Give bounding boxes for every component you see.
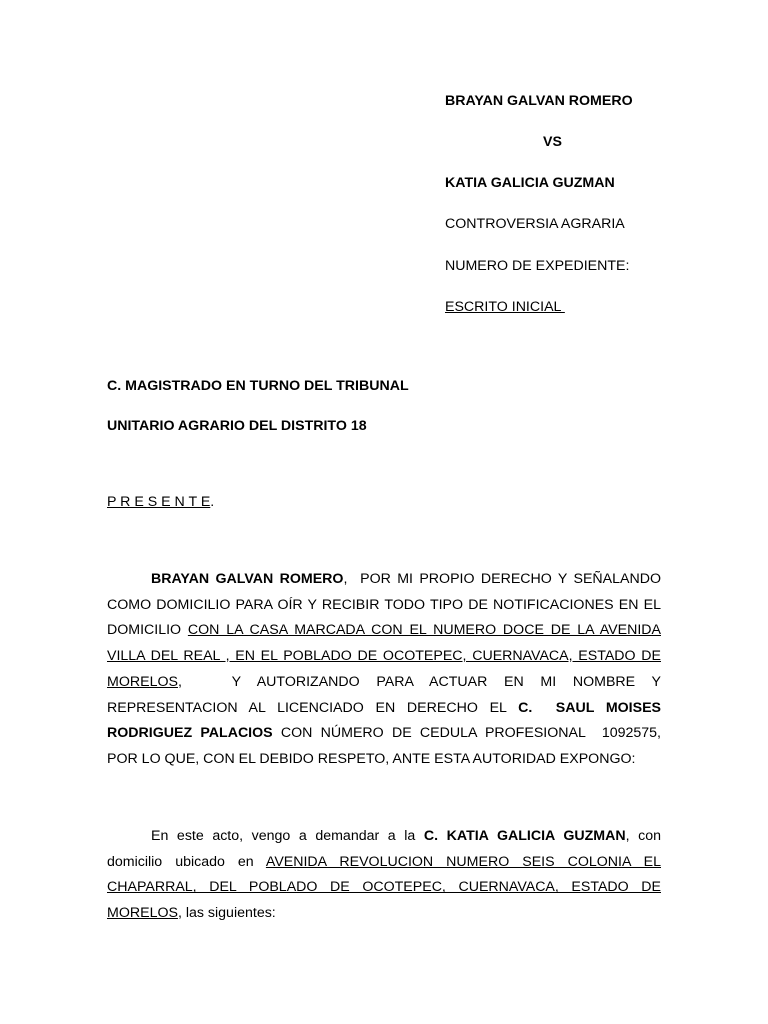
defendant-reference: C. KATIA GALICIA GUZMAN: [423, 828, 626, 844]
plaintiff-name: BRAYAN GALVAN ROMERO: [445, 93, 633, 109]
salutation: [107, 494, 214, 510]
petitioner-name: BRAYAN GALVAN ROMERO: [151, 571, 344, 587]
versus-label: VS: [543, 134, 562, 150]
paragraph-intro: [107, 567, 665, 773]
salutation-text: P R E S E N T E: [107, 494, 211, 510]
paragraph-intro-text-1: , POR MI PROPIO DERECHO Y SEÑALANDO COMO DOMICILIO PARA OÍR Y RECIBIR TODO TIPO DE NOTIFICACIONES EN EL DOMICILIO: [107, 571, 665, 639]
matter-label: CONTROVERSIA AGRARIA: [445, 216, 625, 232]
paragraph-claim-text-1: En este acto, vengo a demandar a la: [151, 828, 424, 844]
lawyer-name: C. SAUL MOISES RODRIGUEZ PALACIOS: [107, 699, 665, 742]
addressee-line-2: UNITARIO AGRARIO DEL DISTRITO 18: [107, 418, 367, 434]
paragraph-intro-text-2: , Y AUTORIZANDO PARA ACTUAR EN MI NOMBRE Y REPRESENTACION AL LICENCIADO EN DERECHO EL: [107, 673, 665, 716]
petitioner-address: CON LA CASA MARCADA CON EL NUMERO DOCE DE LA AVENIDA VILLA DEL REAL , EN EL POBLADO DE OCOTEPEC, CUERNAVACA, ESTADO DE MORELOS: [107, 622, 661, 690]
defendant-name: KATIA GALICIA GUZMAN: [445, 175, 615, 191]
paragraph-claim-text-2: , con domicilio ubicado en: [107, 828, 661, 870]
paragraph-claim-text-3: , las siguientes:: [177, 905, 276, 922]
paragraph-claim: [107, 824, 661, 927]
file-number-label: NUMERO DE EXPEDIENTE:: [445, 258, 630, 274]
paragraph-intro-text-3: CON NÚMERO DE CEDULA PROFESIONAL 1092575, POR LO QUE, CON EL DEBIDO RESPETO, ANTE ESTA AUTORIDAD EXPONGO:: [107, 725, 665, 767]
defendant-address: AVENIDA REVOLUCION NUMERO SEIS COLONIA EL CHAPARRAL, DEL POBLADO DE OCOTEPEC, CUERNAVACA, ESTADO DE MORELOS: [107, 853, 661, 922]
salutation-period: .: [210, 494, 215, 510]
document-type: ESCRITO INICIAL: [445, 299, 565, 315]
addressee-line-1: C. MAGISTRADO EN TURNO DEL TRIBUNAL: [107, 378, 409, 394]
